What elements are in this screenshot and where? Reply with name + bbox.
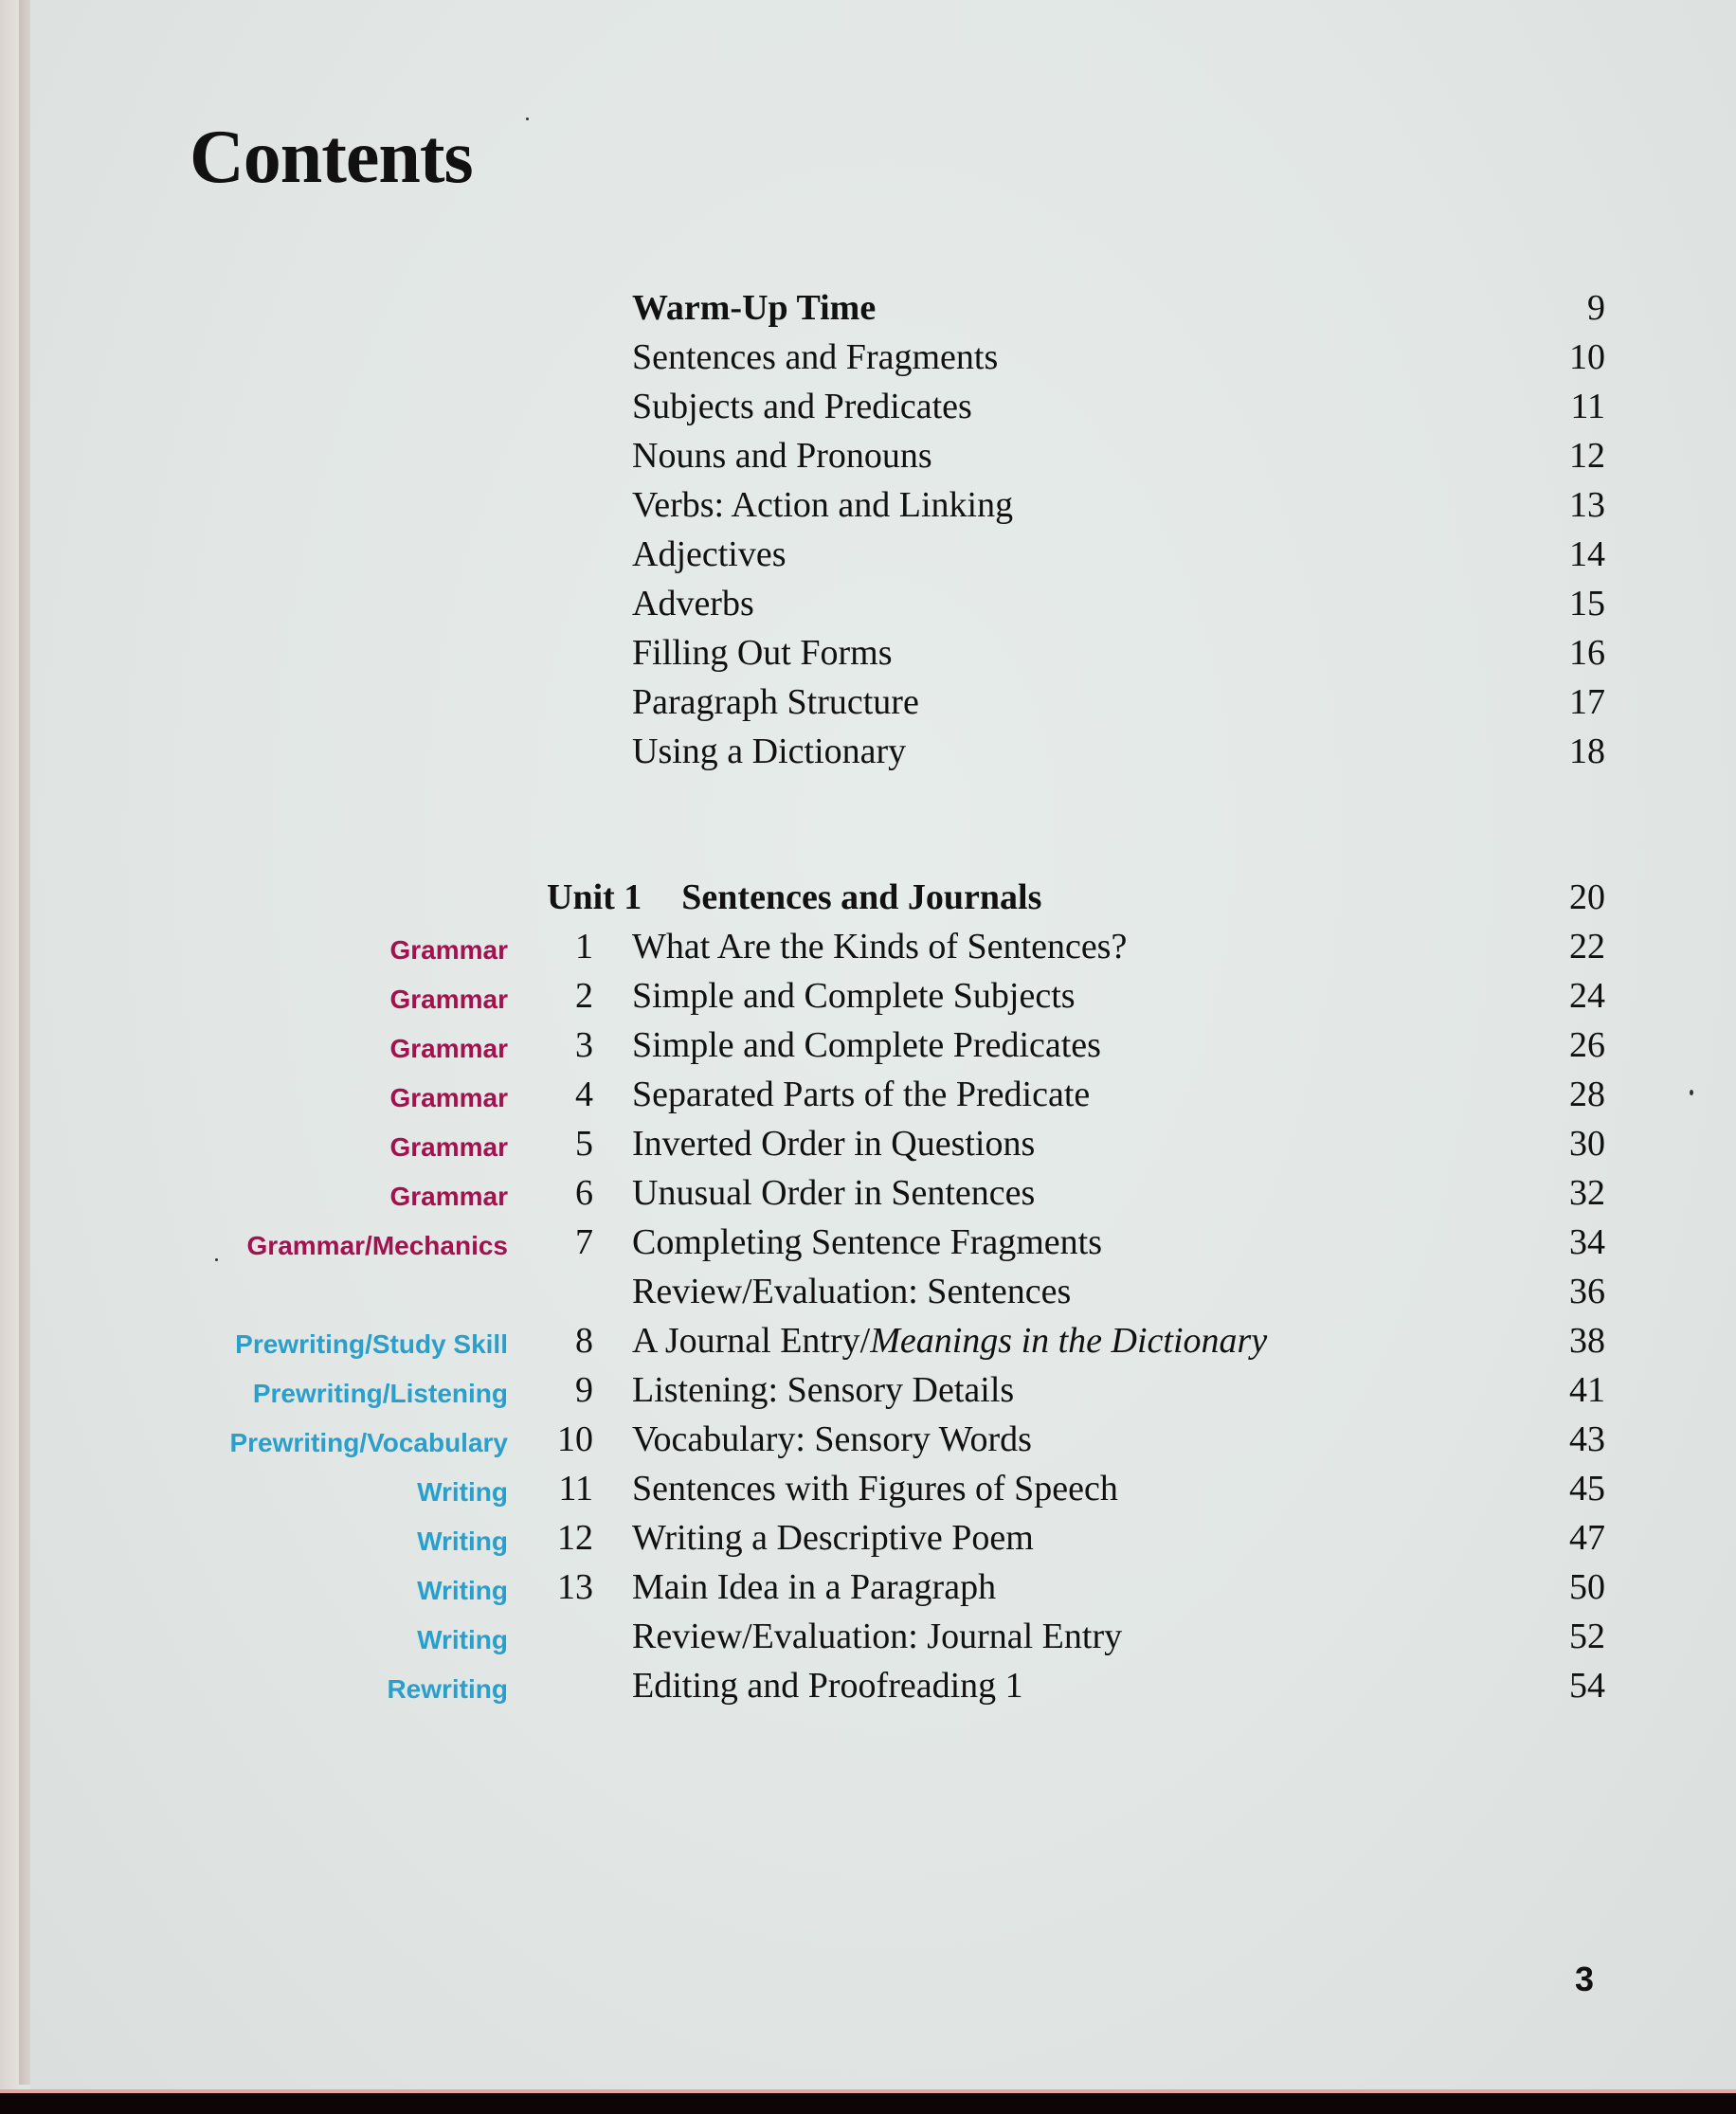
lesson-number: 11 (558, 1469, 593, 1509)
entry-title: Paragraph Structure (632, 682, 919, 722)
toc-entry[interactable] (0, 579, 1736, 628)
entry-title: Separated Parts of the Predicate (632, 1075, 1091, 1114)
toc-lesson-row[interactable] (0, 1070, 1736, 1119)
toc-lesson-row[interactable] (0, 1464, 1736, 1513)
category-label: Grammar (389, 935, 508, 965)
entry-title: Warm-Up Time (632, 288, 877, 328)
entry-title: Unusual Order in Sentences (632, 1173, 1036, 1213)
entry-page: 52 (1569, 1617, 1605, 1656)
toc-review-row[interactable] (0, 1612, 1736, 1661)
toc-entry-warmup-heading[interactable] (0, 283, 1736, 333)
entry-page: 13 (1569, 485, 1605, 525)
lesson-number: 5 (575, 1124, 593, 1164)
entry-title: Nouns and Pronouns (632, 436, 932, 476)
category-label: Grammar (389, 1182, 508, 1211)
toc-review-row[interactable] (0, 1267, 1736, 1316)
entry-page: 32 (1569, 1173, 1605, 1213)
entry-page: 16 (1569, 633, 1605, 673)
entry-page: 30 (1569, 1124, 1605, 1164)
entry-title: Simple and Complete Predicates (632, 1025, 1101, 1065)
lesson-number: 12 (557, 1518, 593, 1558)
entry-title: Editing and Proofreading 1 (632, 1666, 1023, 1706)
entry-title: Verbs: Action and Linking (632, 485, 1014, 525)
toc-lesson-row[interactable] (0, 1119, 1736, 1168)
entry-title: Vocabulary: Sensory Words (632, 1419, 1032, 1459)
background-surface (0, 2093, 1736, 2114)
toc-lesson-row[interactable] (0, 922, 1736, 971)
toc-entry[interactable] (0, 530, 1736, 579)
entry-title: Main Idea in a Paragraph (632, 1567, 997, 1607)
toc-lesson-row[interactable] (0, 1168, 1736, 1218)
entry-title: Adjectives (632, 534, 787, 574)
entry-title: Adverbs (632, 584, 754, 623)
toc-lesson-row[interactable] (0, 971, 1736, 1021)
entry-page: 15 (1569, 584, 1605, 623)
entry-page: 12 (1569, 436, 1605, 476)
entry-title: Subjects and Predicates (632, 387, 972, 426)
entry-page: 50 (1569, 1567, 1605, 1607)
toc-lesson-row[interactable] (0, 1365, 1736, 1415)
toc-entry[interactable] (0, 727, 1736, 776)
page-number: 3 (1575, 1960, 1595, 1998)
toc-lesson-row[interactable] (0, 1021, 1736, 1070)
entry-title: Inverted Order in Questions (632, 1124, 1036, 1164)
lesson-number: 10 (557, 1419, 593, 1459)
entry-title-roman: A Journal Entry/ (632, 1321, 871, 1361)
entry-page: 41 (1569, 1370, 1605, 1410)
toc-entry[interactable] (0, 678, 1736, 727)
lesson-number: 1 (575, 927, 593, 967)
entry-title: Listening: Sensory Details (632, 1370, 1015, 1410)
lesson-number: 6 (575, 1173, 593, 1213)
toc-entry-unit-heading[interactable] (0, 873, 1736, 922)
unit-heading (547, 876, 1041, 918)
entry-page: 24 (1569, 976, 1605, 1016)
paper-speck (526, 117, 529, 120)
category-label: Grammar (389, 985, 508, 1014)
lesson-number: 3 (575, 1025, 593, 1065)
lesson-number: 2 (575, 976, 593, 1016)
category-label: Writing (417, 1477, 508, 1507)
toc-entry[interactable] (0, 480, 1736, 530)
toc-lesson-row[interactable] (0, 1563, 1736, 1612)
toc-lesson-row[interactable] (0, 1415, 1736, 1464)
lesson-number: 8 (575, 1321, 593, 1361)
entry-title: Review/Evaluation: Journal Entry (632, 1617, 1123, 1656)
lesson-number: 9 (575, 1370, 593, 1410)
entry-title: Sentences and Fragments (632, 337, 999, 377)
entry-page: 34 (1569, 1222, 1605, 1262)
category-label: Grammar/Mechanics (246, 1231, 508, 1260)
entry-title: Using a Dictionary (632, 732, 907, 771)
entry-title: What Are the Kinds of Sentences? (632, 927, 1128, 967)
toc-lesson-row[interactable] (0, 1513, 1736, 1563)
category-label: Rewriting (387, 1674, 508, 1704)
entry-page: 54 (1569, 1666, 1605, 1706)
category-label: Writing (417, 1527, 508, 1556)
category-label: Grammar (389, 1083, 508, 1112)
lesson-number: 7 (575, 1222, 593, 1262)
toc-entry[interactable] (0, 333, 1736, 382)
unit-label: Unit 1 (547, 877, 642, 917)
entry-page: 20 (1569, 877, 1605, 917)
entry-title: Writing a Descriptive Poem (632, 1518, 1034, 1558)
entry-title: Sentences with Figures of Speech (632, 1469, 1118, 1509)
toc-review-row[interactable] (0, 1661, 1736, 1710)
category-label: Writing (417, 1625, 508, 1654)
entry-title (632, 1320, 1267, 1362)
entry-page: 38 (1569, 1321, 1605, 1361)
entry-page: 36 (1569, 1272, 1605, 1311)
entry-page: 45 (1569, 1469, 1605, 1509)
toc-entry[interactable] (0, 431, 1736, 480)
entry-page: 28 (1569, 1075, 1605, 1114)
entry-title: Filling Out Forms (632, 633, 893, 673)
entry-page: 26 (1569, 1025, 1605, 1065)
entry-page: 10 (1569, 337, 1605, 377)
unit-title: Sentences and Journals (681, 877, 1042, 917)
entry-title: Review/Evaluation: Sentences (632, 1272, 1072, 1311)
category-label: Prewriting/Listening (252, 1379, 508, 1408)
entry-title: Simple and Complete Subjects (632, 976, 1076, 1016)
category-label: Grammar (389, 1132, 508, 1162)
entry-page: 47 (1569, 1518, 1605, 1558)
toc-lesson-row[interactable] (0, 1316, 1736, 1365)
entry-title-italic: Meanings in the Dictionary (870, 1321, 1268, 1361)
toc-entry[interactable] (0, 628, 1736, 678)
entry-page: 43 (1569, 1419, 1605, 1459)
lesson-number: 13 (557, 1567, 593, 1607)
entry-page: 17 (1569, 682, 1605, 722)
category-label: Writing (417, 1576, 508, 1605)
toc-lesson-row[interactable] (0, 1218, 1736, 1267)
entry-page: 11 (1570, 387, 1605, 426)
category-label: Prewriting/Study Skill (235, 1329, 508, 1359)
entry-title: Completing Sentence Fragments (632, 1222, 1103, 1262)
entry-page: 9 (1587, 288, 1605, 328)
lesson-number: 4 (575, 1075, 593, 1114)
category-label: Grammar (389, 1034, 508, 1063)
category-label: Prewriting/Vocabulary (229, 1428, 508, 1457)
entry-page: 18 (1569, 732, 1605, 771)
entry-page: 22 (1569, 927, 1605, 967)
toc-entry[interactable] (0, 382, 1736, 431)
page-title: Contents (190, 116, 473, 199)
entry-page: 14 (1569, 534, 1605, 574)
